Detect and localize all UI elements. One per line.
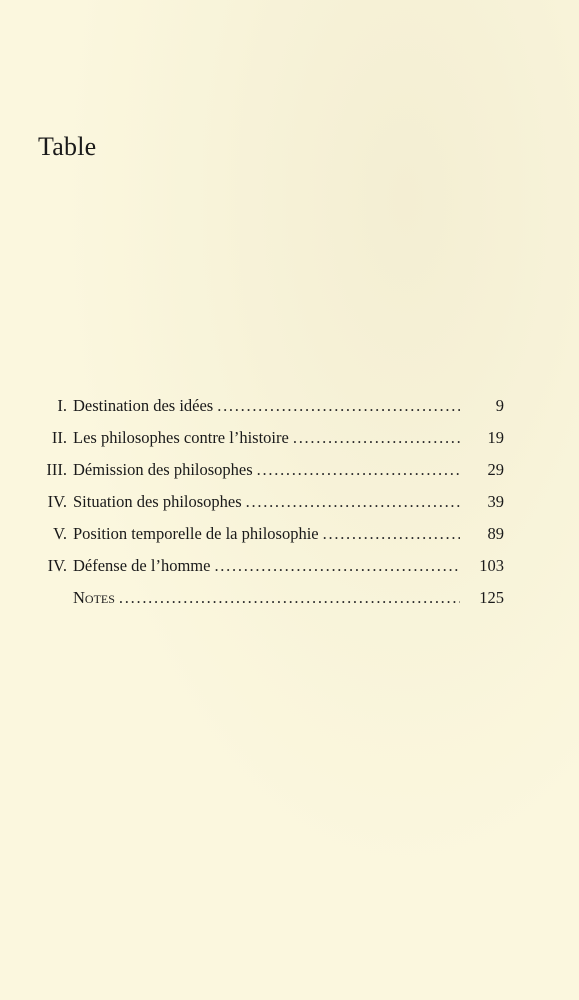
toc-entry (34, 554, 504, 586)
dot-leader (293, 426, 460, 450)
chapter-title: Défense de l’homme (73, 556, 211, 575)
toc-entry (34, 426, 504, 458)
chapter-number: IV. (47, 492, 67, 511)
toc-entry (34, 490, 504, 522)
dot-leader (119, 586, 460, 610)
page-title: Table (38, 132, 97, 161)
dot-leader (257, 458, 460, 482)
dot-leader (246, 490, 460, 514)
chapter-number: IV. (47, 556, 67, 575)
page-number: 89 (487, 524, 504, 543)
chapter-title: Les philosophes contre l’histoire (73, 428, 289, 447)
page-number: 125 (479, 588, 504, 607)
dot-leader (217, 394, 460, 418)
toc-entry (34, 394, 504, 426)
dot-leader (214, 554, 460, 578)
chapter-title: Destination des idées (73, 396, 214, 415)
chapter-number: II. (51, 428, 67, 447)
page-number: 39 (487, 492, 504, 511)
chapter-title: Situation des philosophes (73, 492, 242, 511)
chapter-number: I. (57, 396, 67, 415)
chapter-title: Position temporelle de la philosophie (73, 524, 319, 543)
page-number: 19 (487, 428, 504, 447)
page-number: 29 (487, 460, 504, 479)
dot-leader (323, 522, 460, 546)
page-number: 9 (495, 396, 504, 415)
notes-title: Notes (73, 588, 115, 607)
chapter-title: Démission des philosophes (73, 460, 253, 479)
chapter-number: III. (46, 460, 67, 479)
table-of-contents (34, 394, 504, 618)
page-number: 103 (479, 556, 504, 575)
chapter-number: V. (53, 524, 67, 543)
toc-entry (34, 522, 504, 554)
toc-entry (34, 458, 504, 490)
toc-entry-notes (34, 586, 504, 618)
